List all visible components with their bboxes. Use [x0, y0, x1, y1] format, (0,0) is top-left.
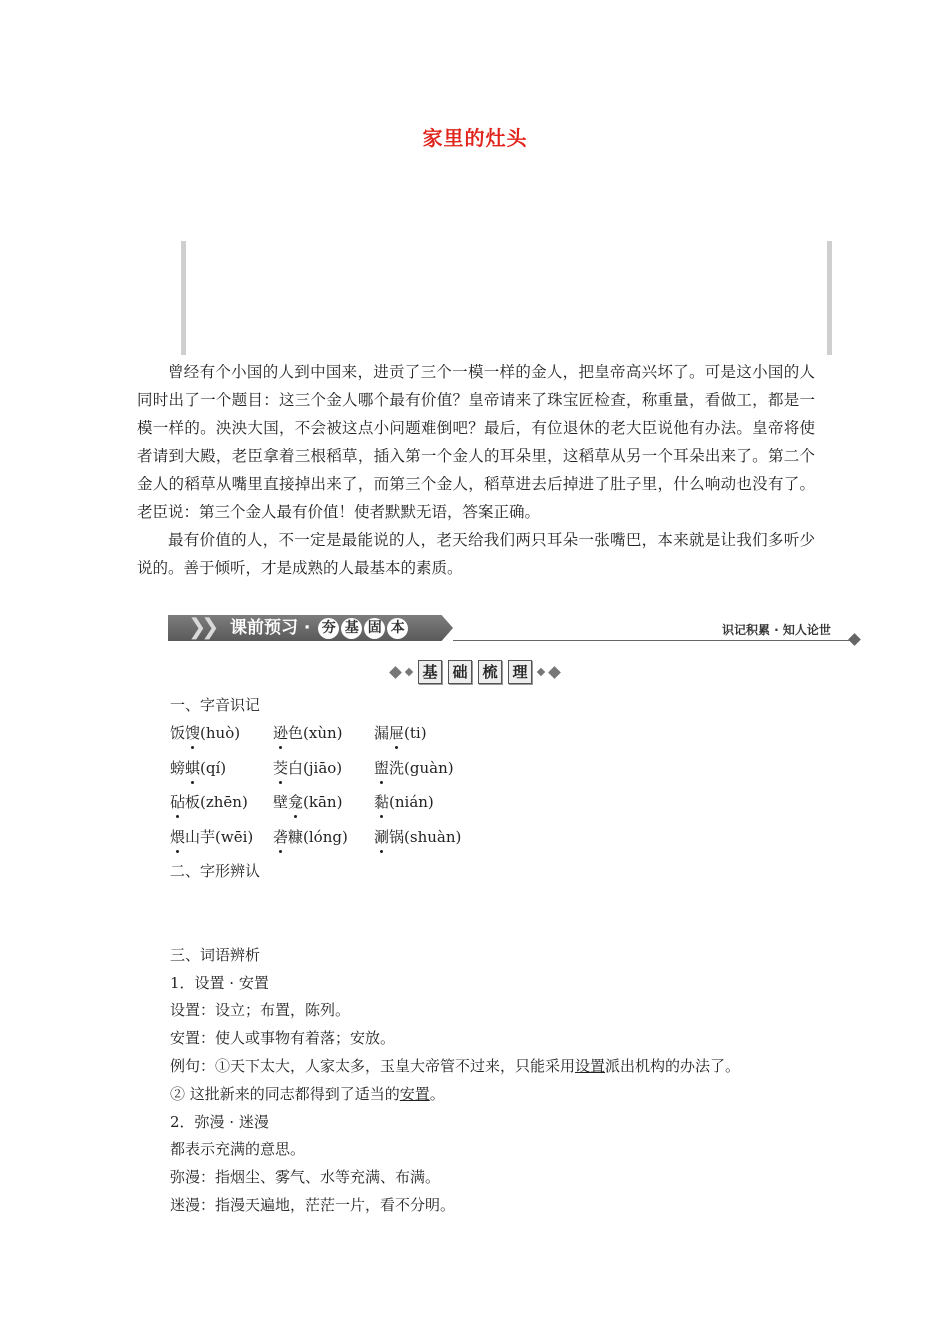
pinyin-item: 盥洗(guàn) — [374, 759, 454, 777]
quote-bar-left — [181, 241, 186, 355]
diamond-icon — [405, 668, 413, 676]
item1-definition-1: 设置：设立；布置，陈列。 — [170, 1001, 351, 1019]
sub-banner-char: 基 — [418, 660, 442, 684]
diamond-icon — [848, 633, 861, 646]
pinyin-item: 壁龛(kān) — [273, 793, 343, 811]
pinyin-item: 漏屉(ti) — [374, 724, 427, 742]
pinyin-item: 砧板(zhēn) — [170, 793, 248, 811]
page-title: 家里的灶头 — [422, 126, 528, 150]
banner-rule — [453, 640, 853, 641]
pinyin-item: 茭白(jiāo) — [273, 759, 343, 777]
item2-definition-1: 弥漫：指烟尘、雾气、水等充满、布满。 — [170, 1168, 441, 1186]
banner-title — [230, 616, 408, 640]
quote-bar-right — [827, 241, 832, 355]
intro-paragraph-1: 曾经有个小国的人到中国来，进贡了三个一模一样的金人，把皇帝高兴坏了。可是这小国的人同时出了一个题目：这三个金人哪个最有价值？皇帝请来了珠宝匠检查，称重量，看做工，都是一模一样的。泱泱大国，不会被这点小问题难倒吧？最后，有位退休的老大臣说他有办法。皇帝将使者请到大殿，老臣拿着三根稻草，插入第一个金人的耳朵里，这稻草从另一个耳朵出来了。第二个金人的稻草从嘴里直接掉出来了，而第三个金人，稻草进去后掉进了肚子里，什么响动也没有了。老臣说：第三个金人最有价值！使者默默无语，答案正确。 — [137, 363, 815, 521]
intro-paragraph-2: 最有价值的人，不一定是最能说的人，老天给我们两只耳朵一张嘴巴，本来就是让我们多听少说的。善于倾听，才是成熟的人最基本的素质。 — [137, 531, 815, 577]
pinyin-item: 砻糠(lóng) — [273, 828, 348, 846]
sub-banner — [0, 660, 950, 684]
item1-title: 1．设置 · 安置 — [170, 974, 269, 992]
pinyin-item: 黏(nián) — [374, 793, 434, 811]
banner-char: 基 — [341, 618, 362, 639]
pinyin-item: 逊色(xùn) — [273, 724, 343, 742]
item2-definition-2: 迷漫：指漫天遍地，茫茫一片，看不分明。 — [170, 1196, 456, 1214]
banner-char: 固 — [364, 618, 385, 639]
intro-text — [137, 358, 815, 582]
sub-banner-char: 础 — [448, 660, 472, 684]
chevron-right-icon: ❯ — [188, 615, 207, 640]
banner-char: 本 — [387, 618, 408, 639]
pinyin-item: 涮锅(shuàn) — [374, 828, 462, 846]
diamond-icon — [548, 666, 561, 679]
pinyin-item: 螃蜞(qí) — [170, 759, 227, 777]
banner-char: 夯 — [318, 618, 339, 639]
section-banner — [168, 613, 860, 645]
diamond-icon — [537, 668, 545, 676]
item1-example-1: 例句：①天下太大，人家太多，玉皇大帝管不过来，只能采用设置派出机构的办法了。 — [170, 1057, 741, 1075]
item1-definition-2: 安置：使人或事物有着落；安放。 — [170, 1029, 396, 1047]
chevron-right-icon: ❯ — [201, 615, 220, 640]
part3-heading: 三、词语辨析 — [170, 946, 261, 964]
banner-right-label: 识记积累 · 知人论世 — [722, 623, 831, 637]
sub-banner-char: 梳 — [478, 660, 502, 684]
part2-heading: 二、字形辨认 — [170, 862, 261, 880]
pinyin-item: 煨山芋(wēi) — [170, 828, 254, 846]
banner-main-text: 课前预习 · — [230, 618, 317, 638]
item1-example-2: ② 这批新来的同志都得到了适当的安置。 — [170, 1085, 445, 1103]
item2-common: 都表示充满的意思。 — [170, 1140, 306, 1158]
pinyin-item: 饭馊(huò) — [170, 724, 241, 742]
diamond-icon — [389, 666, 402, 679]
item2-title: 2．弥漫 · 迷漫 — [170, 1113, 269, 1131]
part1-heading: 一、字音识记 — [170, 696, 261, 714]
sub-banner-char: 理 — [508, 660, 532, 684]
